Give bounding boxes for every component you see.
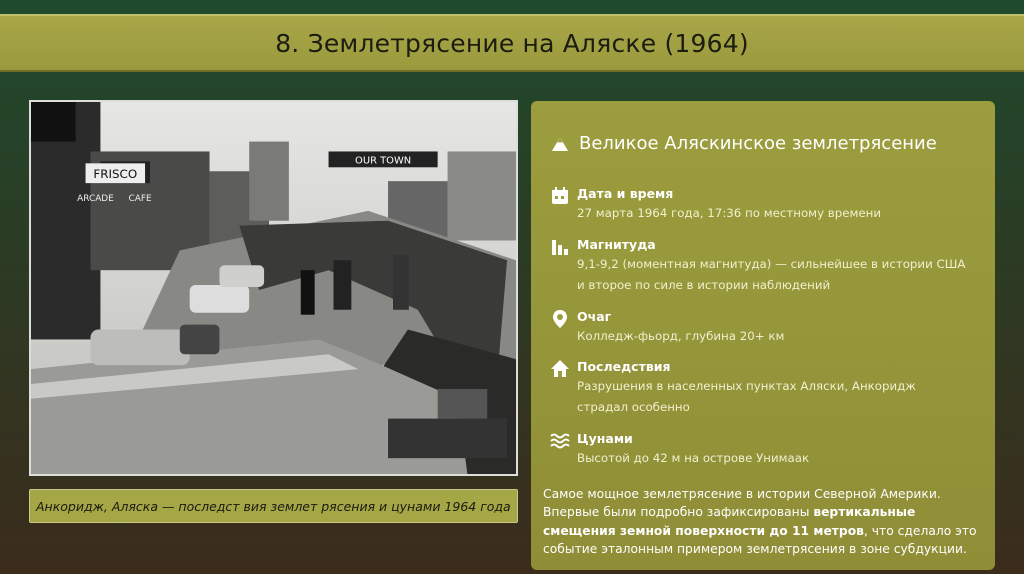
house-icon: [549, 358, 571, 380]
item-value: Разрушения в населенных пунктах Аляски, Анкоридж страдал особенно: [577, 379, 916, 414]
sign-frisco: FRISCO: [93, 167, 138, 182]
card-heading: Великое Аляскинское землетрясение: [579, 133, 937, 154]
item-label: Последствия: [577, 359, 671, 374]
item-date: [549, 185, 881, 224]
mountain-icon: [551, 135, 569, 153]
summary-bold: вертикальные смещения земной поверхности до 11 метров: [543, 505, 916, 538]
item-tsunami: [549, 430, 809, 469]
summary-part1: Самое мощное землетрясение в истории Северной Америки. Впервые были подробно зафиксированы: [543, 487, 941, 520]
calendar-icon: [549, 185, 571, 207]
info-card: [531, 101, 995, 570]
slide-title: 8. Землетрясение на Аляске (1964): [275, 28, 749, 58]
chart-bars-icon: [549, 236, 571, 258]
item-magnitude: [549, 236, 967, 296]
summary-text: [543, 485, 983, 558]
map-pin-icon: [549, 308, 571, 330]
item-label: Магнитуда: [577, 237, 656, 252]
item-value: Высотой до 42 м на острове Унимаак: [577, 451, 810, 465]
item-value: Колледж-фьорд, глубина 20+ км: [577, 329, 785, 343]
sign-our-town: OUR TOWN: [355, 155, 412, 167]
item-consequences: [549, 358, 967, 418]
item-value: 27 марта 1964 года, 17:36 по местному времени: [577, 206, 882, 220]
caption-text: Анкоридж, Аляска — последст вия землет рясения и цунами 1964 года: [36, 498, 511, 514]
item-label: Очаг: [577, 309, 612, 324]
earthquake-photo: [29, 100, 518, 476]
card-header: [551, 133, 937, 154]
title-band: [0, 14, 1024, 72]
sign-cafe: CAFE: [128, 193, 152, 204]
item-epicenter: [549, 308, 784, 347]
summary-part2: , что сделало это событие эталонным примером землетрясения в зоне субдукции.: [543, 523, 977, 556]
photo-caption: [29, 489, 518, 523]
waves-icon: [549, 430, 571, 452]
item-value: 9,1-9,2 (моментная магнитуда) — сильнейшее в истории США и второе по силе в истории наблюдений: [577, 257, 966, 292]
item-label: Цунами: [577, 431, 633, 446]
sign-arcade: ARCADE: [77, 193, 114, 204]
item-label: Дата и время: [577, 186, 674, 201]
street-damage-image: [31, 102, 516, 474]
